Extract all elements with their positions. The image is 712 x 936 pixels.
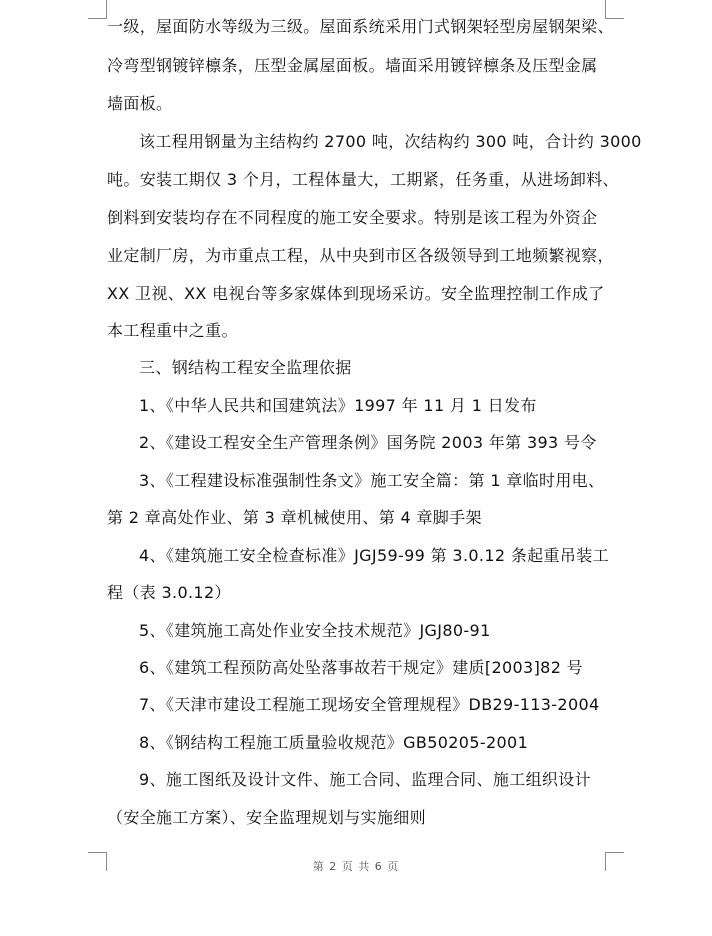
reference-item: 2、《建设工程安全生产管理条例》国务院 2003 年第 393 号令 <box>139 433 597 452</box>
reference-item-continuation: （安全施工方案）、安全监理规划与实施细则 <box>107 808 427 827</box>
reference-item: 3、《工程建设标准强制性条文》施工安全篇：第 1 章临时用电、 <box>139 471 605 490</box>
reference-item-continuation: 程（表 3.0.12） <box>107 583 231 602</box>
body-line: 该工程用钢量为主结构约 2700 吨，次结构约 300 吨，合计约 3000 <box>139 132 642 151</box>
reference-item: 5、《建筑施工高处作业安全技术规范》JGJ80-91 <box>139 621 491 640</box>
reference-item: 1、《中华人民共和国建筑法》1997 年 11 月 1 日发布 <box>139 396 537 415</box>
body-line: 倒料到安装均存在不同程度的施工安全要求。特别是该工程为外资企 <box>107 208 598 227</box>
reference-item: 7、《天津市建设工程施工现场安全管理规程》DB29-113-2004 <box>139 695 600 714</box>
page-number-footer: 第 2 页 共 6 页 <box>312 860 400 873</box>
reference-item: 4、《建筑施工安全检查标准》JGJ59-99 第 3.0.12 条起重吊装工 <box>139 546 609 565</box>
reference-item: 9、施工图纸及设计文件、施工合同、监理合同、施工组织设计 <box>139 770 591 789</box>
body-line: 冷弯型钢镀锌檩条，压型金属屋面板。墙面采用镀锌檩条及压型金属 <box>107 56 598 75</box>
body-line: 业定制厂房，为市重点工程，从中央到市区各级领导到工地频繁视察， <box>107 246 614 265</box>
section-heading: 三、钢结构工程安全监理依据 <box>139 358 352 377</box>
reference-item-continuation: 第 2 章高处作业、第 3 章机械使用、第 4 章脚手架 <box>107 508 482 527</box>
body-line: XX 卫视、XX 电视台等多家媒体到现场采访。安全监理控制工作成了 <box>107 284 605 303</box>
reference-item: 6、《建筑工程预防高处坠落事故若干规定》建质[2003]82 号 <box>139 658 584 677</box>
body-line: 本工程重中之重。 <box>107 321 238 340</box>
body-line: 吨。安装工期仅 3 个月，工程体量大，工期紧，任务重，从进场卸料、 <box>107 170 619 189</box>
body-line: 一级，屋面防水等级为三级。屋面系统采用门式钢架轻型房屋钢架梁、 <box>107 17 614 36</box>
reference-item: 8、《钢结构工程施工质量验收规范》GB50205-2001 <box>139 733 529 752</box>
crop-mark-top-left <box>88 0 107 19</box>
body-line: 墙面板。 <box>107 94 173 113</box>
